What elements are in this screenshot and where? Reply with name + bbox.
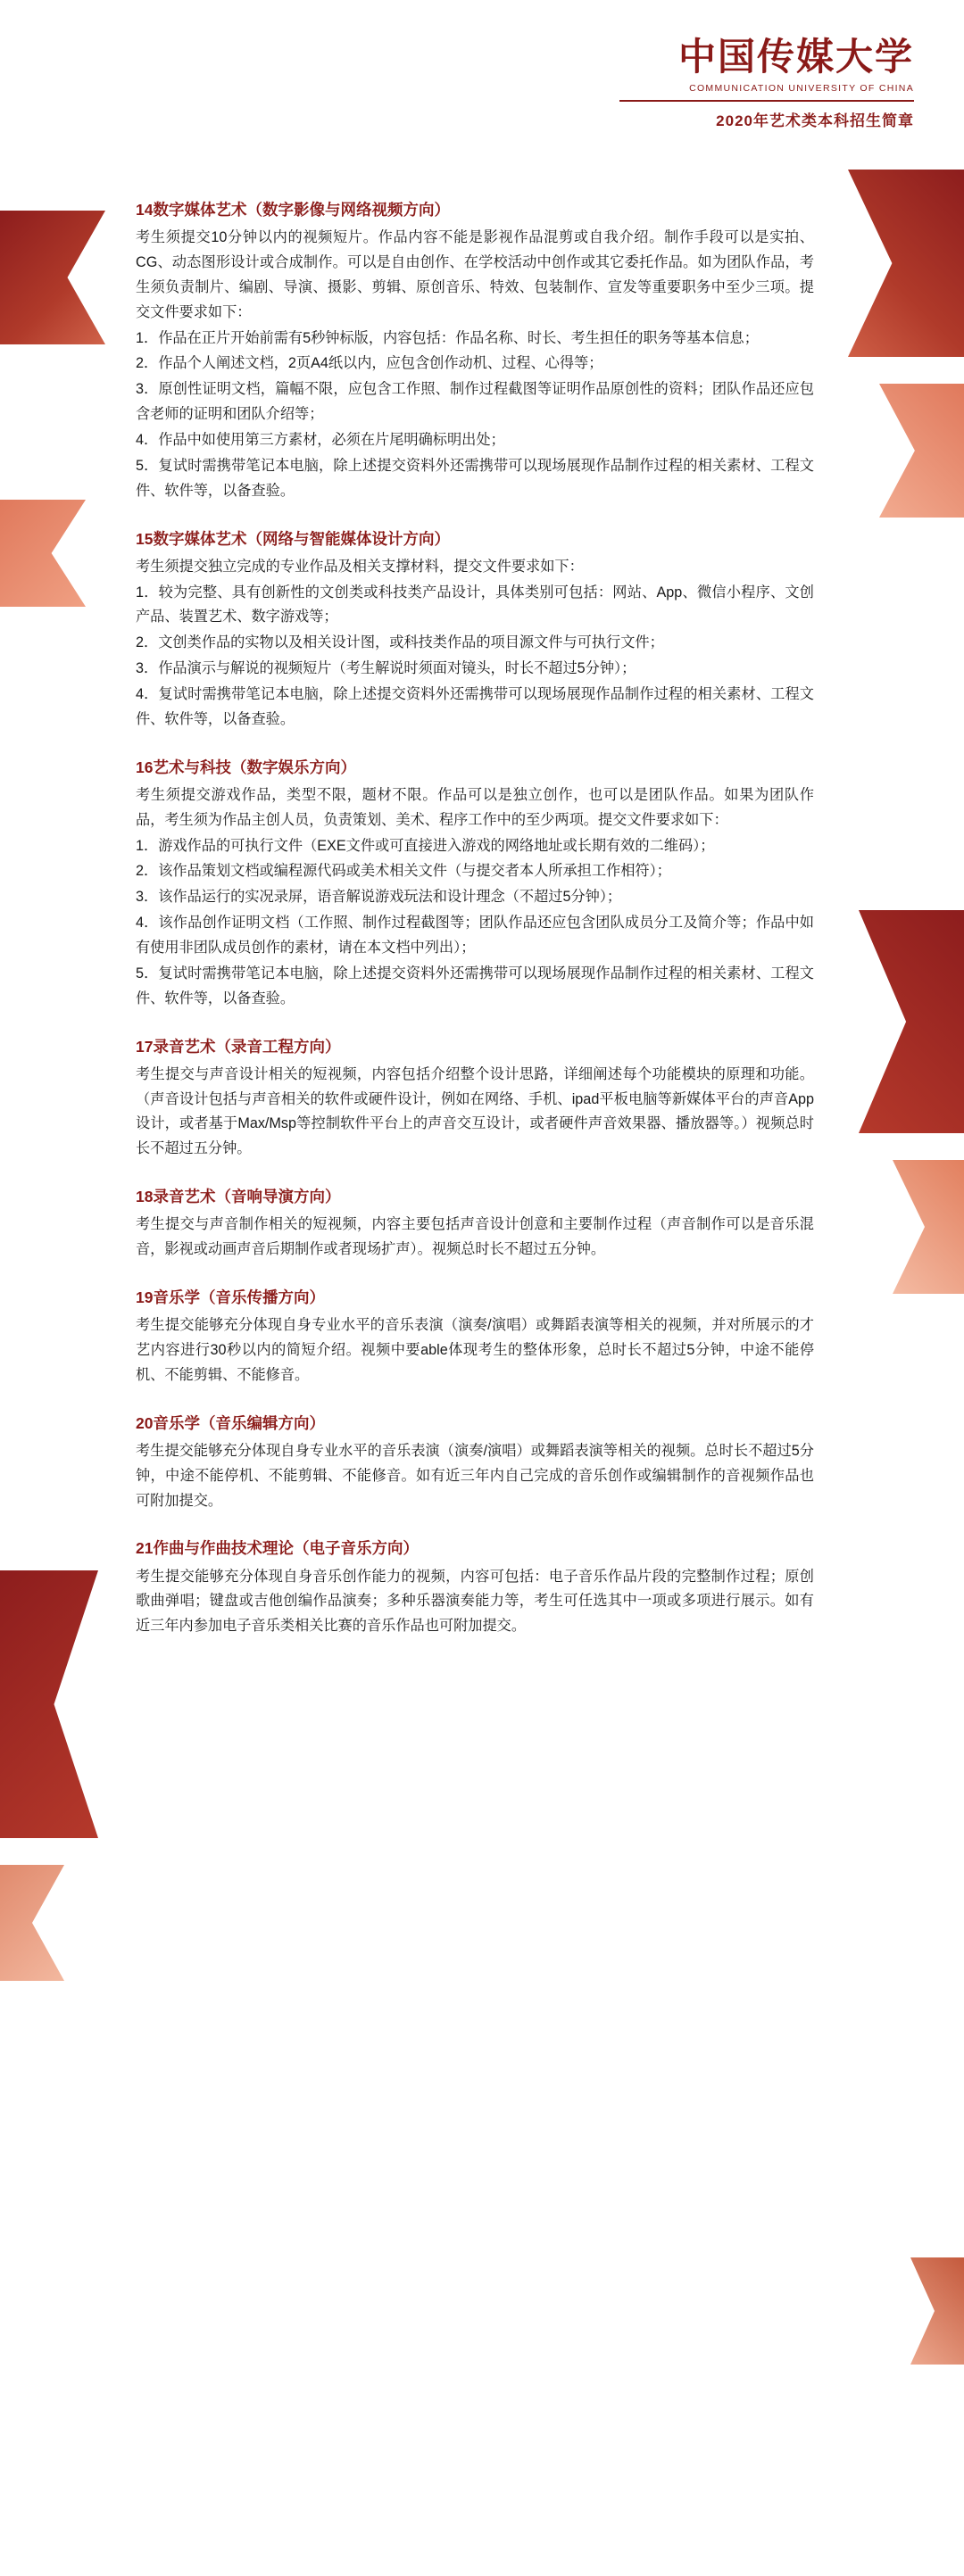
section-paragraph: 考生须提交游戏作品，类型不限，题材不限。作品可以是独立创作，也可以是团队作品。如果为团队作品，考生须为作品主创人员，负责策划、美术、程序工作中的至少两项。提交文件要求如下： — [136, 786, 814, 828]
section-paragraph: 考生提交与声音制作相关的短视频，内容主要包括声音设计创意和主要制作过程（声音制作可以是音乐混音，影视或动画声音后期制作或者现场扩声）。视频总时长不超过五分钟。 — [136, 1216, 814, 1258]
major-section — [136, 1185, 814, 1263]
decorative-ribbon-right-3 — [859, 910, 964, 1133]
section-paragraph: 3．原创性证明文档，篇幅不限，应包含工作照、制作过程截图等证明作品原创性的资料；团队作品还应包含老师的证明和团队介绍等； — [136, 381, 814, 423]
section-paragraph: 1．作品在正片开始前需有5秒钟标版，内容包括：作品名称、时长、考生担任的职务等基本信息； — [136, 329, 759, 346]
section-paragraph: 2．该作品策划文档或编程源代码或美术相关文件（与提交者本人所承担工作相符）； — [136, 863, 671, 880]
decorative-ribbon-right-1 — [848, 170, 964, 357]
section-paragraph: 4．复试时需携带笔记本电脑，除上述提交资料外还需携带可以现场展现作品制作过程的相关素材、工程文件、软件等，以备查验。 — [136, 686, 814, 727]
section-paragraph: 考生提交能够充分体现自身专业水平的音乐表演（演奏/演唱）或舞蹈表演等相关的视频。总时长不超过5分钟，中途不能停机、不能剪辑、不能修音。如有近三年内自己完成的音乐创作或编辑制作的音视频作品也可附加提交。 — [136, 1442, 814, 1509]
major-section — [136, 756, 814, 1012]
university-name-en: COMMUNICATION UNIVERSITY OF CHINA — [689, 83, 914, 95]
decorative-ribbon-left-1 — [0, 211, 105, 344]
decorative-ribbon-right-4 — [893, 1160, 964, 1294]
section-title: 21作曲与作曲技术理论（电子音乐方向） — [136, 1539, 419, 1558]
document-subtitle: 2020年艺术类本科招生简章 — [716, 112, 914, 130]
major-section — [136, 1286, 814, 1388]
major-section — [136, 1412, 814, 1514]
major-section — [136, 1035, 814, 1163]
section-title: 19音乐学（音乐传播方向） — [136, 1288, 325, 1306]
section-paragraph: 5．复试时需携带笔记本电脑，除上述提交资料外还需携带可以现场展现作品制作过程的相关素材、工程文件、软件等，以备查验。 — [136, 457, 814, 499]
section-paragraph: 3．作品演示与解说的视频短片（考生解说时须面对镜头，时长不超过5分钟）； — [136, 660, 636, 677]
section-paragraph: 考生须提交10分钟以内的视频短片。作品内容不能是影视作品混剪或自我介绍。制作手段可以是实拍、CG、动态图形设计或合成制作。可以是自由创作、在学校活动中创作或其它委托作品。如为团队作品，考生须负责制片、编剧、导演、摄影、剪辑、原创音乐、特效、包装制作、宣发等重要职务中至少三项。提交文件要求如下： — [136, 229, 814, 320]
document-body — [136, 198, 814, 1662]
decorative-ribbon-left-2 — [0, 500, 86, 607]
section-title: 15数字媒体艺术（网络与智能媒体设计方向） — [136, 529, 450, 548]
header-divider — [619, 100, 914, 102]
university-name-cn: 中国传媒大学 — [677, 37, 914, 79]
section-title: 17录音艺术（录音工程方向） — [136, 1037, 341, 1056]
major-section — [136, 1536, 814, 1639]
major-section — [136, 198, 814, 504]
section-paragraph: 2．作品个人阐述文档，2页A4纸以内，应包含创作动机、过程、心得等； — [136, 355, 603, 372]
decorative-ribbon-left-3 — [0, 1570, 98, 1838]
section-paragraph: 5．复试时需携带笔记本电脑，除上述提交资料外还需携带可以现场展现作品制作过程的相关素材、工程文件、软件等，以备查验。 — [136, 965, 814, 1006]
section-paragraph: 1．游戏作品的可执行文件（EXE文件或可直接进入游戏的网络地址或长期有效的二维码）； — [136, 837, 715, 854]
document-header — [619, 37, 914, 130]
section-paragraph: 考生提交能够充分体现自身专业水平的音乐表演（演奏/演唱）或舞蹈表演等相关的视频，并对所展示的才艺内容进行30秒以内的简短介绍。视频中要able体现考生的整体形象，总时长不超过5分钟，中途不能停机、不能剪辑、不能修音。 — [136, 1317, 814, 1383]
major-section — [136, 527, 814, 733]
section-paragraph: 4．该作品创作证明文档（工作照、制作过程截图等；团队作品还应包含团队成员分工及简介等；作品中如有使用非团队成员创作的素材，请在本文档中列出）； — [136, 915, 814, 956]
section-paragraph: 4．作品中如使用第三方素材，必须在片尾明确标明出处； — [136, 432, 505, 448]
decorative-ribbon-left-4 — [0, 1865, 64, 1981]
decorative-ribbon-right-5 — [910, 2257, 964, 2365]
section-paragraph: 考生须提交独立完成的专业作品及相关支撑材料，提交文件要求如下： — [136, 558, 584, 575]
section-title: 16艺术与科技（数字娱乐方向） — [136, 758, 356, 776]
section-paragraph: 2．文创类作品的实物以及相关设计图，或科技类作品的项目源文件与可执行文件； — [136, 634, 664, 651]
section-paragraph: 1．较为完整、具有创新性的文创类或科技类产品设计，具体类别可包括：网站、App、微信小程序、文创产品、装置艺术、数字游戏等； — [136, 584, 814, 625]
section-paragraph: 考生提交与声音设计相关的短视频，内容包括介绍整个设计思路，详细阐述每个功能模块的原理和功能。（声音设计包括与声音相关的软件或硬件设计，例如在网络、手机、ipad平板电脑等新媒体平台的声音App设计，或者基于Max/Msp等控制软件平台上的声音交互设计，或者硬件声音效果器、播放器等。）视频总时长不超过五分钟。 — [136, 1065, 814, 1157]
section-title: 14数字媒体艺术（数字影像与网络视频方向） — [136, 201, 450, 219]
section-paragraph: 考生提交能够充分体现自身音乐创作能力的视频，内容可包括：电子音乐作品片段的完整制作过程；原创歌曲弹唱；键盘或吉他创编作品演奏；多种乐器演奏能力等，考生可任选其中一项或多项进行展示。如有近三年内参加电子音乐类相关比赛的音乐作品也可附加提交。 — [136, 1568, 814, 1635]
section-paragraph: 3．该作品运行的实况录屏，语音解说游戏玩法和设计理念（不超过5分钟）； — [136, 889, 622, 906]
section-title: 20音乐学（音乐编辑方向） — [136, 1413, 325, 1432]
decorative-ribbon-right-2 — [879, 384, 964, 518]
section-title: 18录音艺术（音响导演方向） — [136, 1188, 341, 1206]
